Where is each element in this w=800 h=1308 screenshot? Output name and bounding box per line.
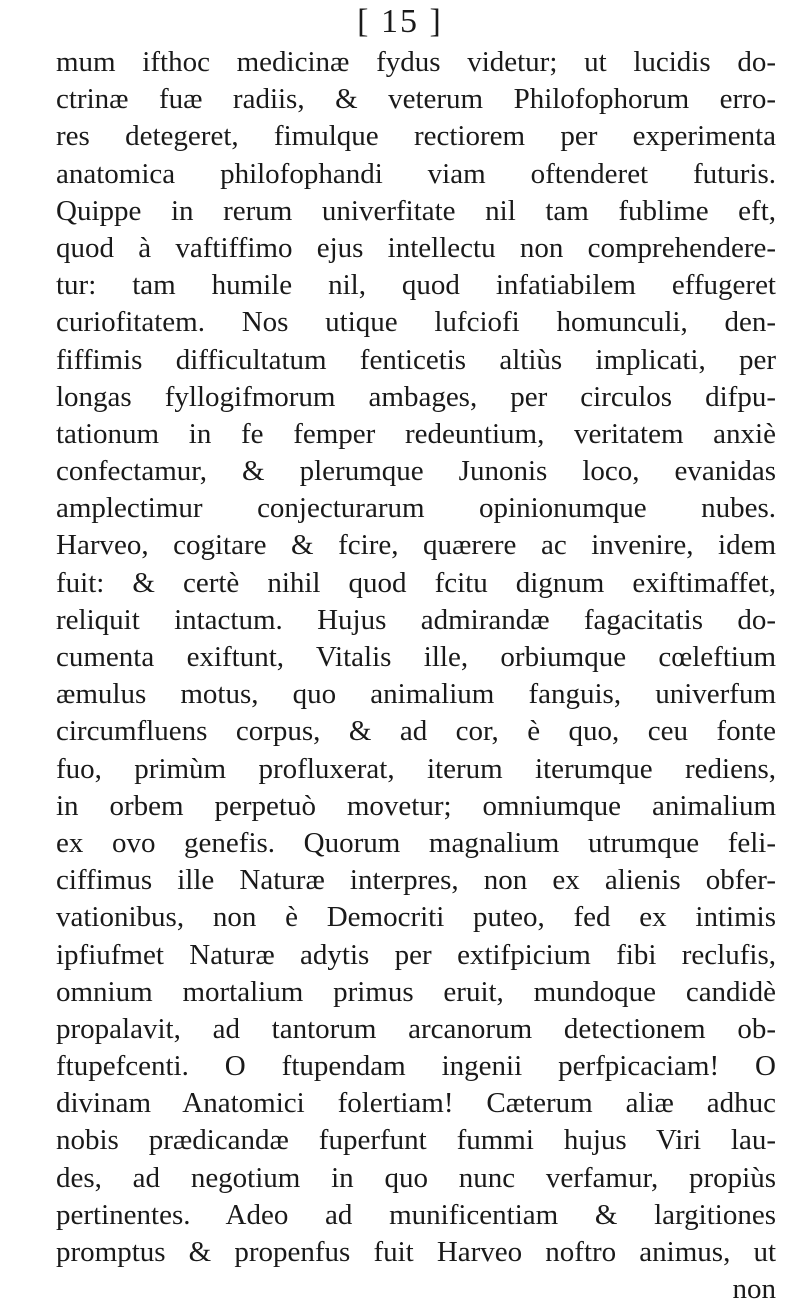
text-line: tationum in fe femper redeuntium, veritatem anxiè [56, 417, 776, 450]
text-line: Quippe in rerum univerfitate nil tam fublime eft, [56, 194, 776, 227]
body-text [56, 44, 776, 1308]
text-line: anatomica philofophandi viam oftenderet futuris. [56, 157, 776, 190]
text-line: confectamur, & plerumque Junonis loco, evanidas [56, 455, 776, 488]
text-line: non [732, 1273, 776, 1306]
text-line: promptus & propenfus fuit Harveo noftro animus, ut [56, 1236, 776, 1268]
page-number: [ 15 ] [357, 3, 443, 40]
text-line: des, ad negotium in quo nunc verfamur, propiùs [56, 1161, 776, 1194]
text-line: reliquit intactum. Hujus admirandæ fagacitatis do- [56, 603, 776, 636]
text-line: ex ovo genefis. Quorum magnalium utrumque feli- [56, 826, 776, 859]
text-line: fuit: & certè nihil quod fcitu dignum exiftimaffet, [56, 566, 776, 599]
text-line: res detegeret, fimulque rectiorem per experimenta [56, 120, 776, 153]
text-line: Harveo, cogitare & fcire, quærere ac invenire, idem [56, 529, 776, 562]
text-line: circumfluens corpus, & ad cor, è quo, ceu fonte [56, 715, 776, 748]
text-line: ciffimus ille Naturæ interpres, non ex alienis obfer- [56, 864, 776, 897]
text-line: ipfiufmet Naturæ adytis per extifpicium fibi reclufis, [56, 938, 776, 971]
text-line: in orbem perpetuò movetur; omniumque animalium [56, 789, 776, 822]
text-line: amplectimur conjecturarum opinionumque nubes. [56, 492, 776, 525]
text-line: propalavit, ad tantorum arcanorum detectionem ob- [56, 1012, 776, 1045]
text-line: pertinentes. Adeo ad munificentiam & largitiones [56, 1198, 776, 1231]
text-line: ftupefcenti. O ftupendam ingenii perfpicaciam! O [56, 1050, 776, 1083]
text-line: longas fyllogifmorum ambages, per circulos difpu- [56, 380, 776, 413]
text-line: ctrinæ fuæ radiis, & veterum Philofophorum erro- [56, 83, 776, 116]
text-line: nobis prædicandæ fuperfunt fummi hujus Viri lau- [56, 1124, 776, 1157]
text-line: curiofitatem. Nos utique lufciofi homunculi, den- [56, 306, 776, 339]
text-line: fuo, primùm profluxerat, iterum iterumque rediens, [56, 752, 776, 785]
text-line: æmulus motus, quo animalium fanguis, univerfum [56, 678, 776, 711]
text-line: quod à vaftiffimo ejus intellectu non comprehendere- [56, 231, 776, 264]
text-line: divinam Anatomici folertiam! Cæterum aliæ adhuc [56, 1087, 776, 1120]
text-line: cumenta exiftunt, Vitalis ille, orbiumque cœleftium [56, 641, 776, 673]
text-line: mum ifthoc medicinæ fydus videtur; ut lucidis do- [56, 46, 776, 78]
text-line: tur: tam humile nil, quod infatiabilem effugeret [56, 269, 776, 302]
text-line: fiffimis difficultatum fenticetis altiùs implicati, per [56, 343, 776, 376]
text-line: vationibus, non è Democriti puteo, fed ex intimis [56, 901, 776, 934]
text-line: omnium mortalium primus eruit, mundoque candidè [56, 975, 776, 1008]
